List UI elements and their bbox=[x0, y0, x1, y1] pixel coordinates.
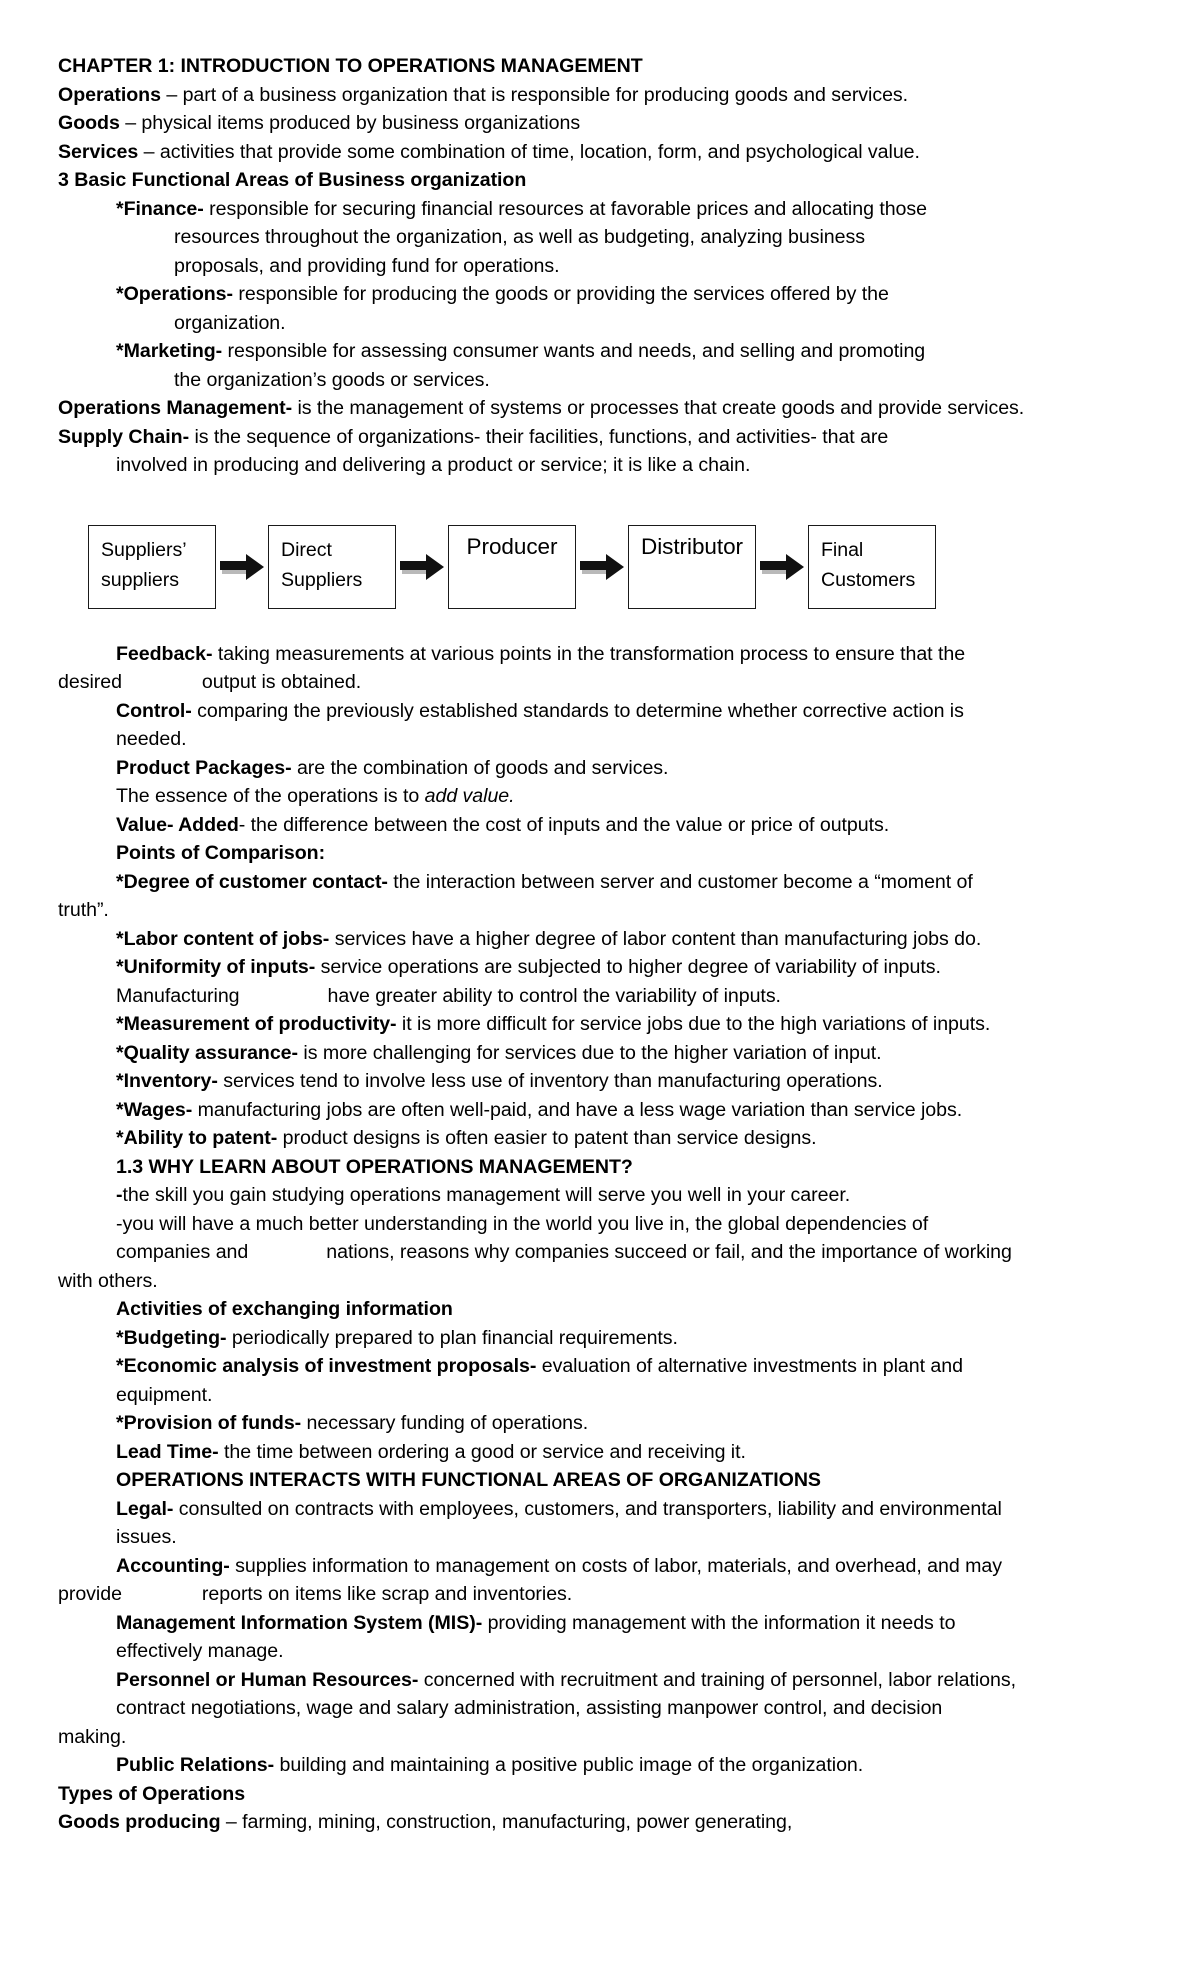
definition-measurement-text: it is more difficult for service jobs due to the high variations of inputs. bbox=[396, 1013, 991, 1035]
diagram-node-distributor bbox=[628, 525, 756, 609]
term-degree-of-customer-contact: *Degree of customer contact- bbox=[116, 870, 388, 893]
definition-marketing-text: responsible for assessing consumer wants and needs, and selling and promoting bbox=[222, 340, 926, 362]
item-ability-to-patent bbox=[58, 1124, 1142, 1153]
item-legal bbox=[58, 1495, 1142, 1524]
definition-services bbox=[58, 138, 1142, 167]
term-mis: Management Information System (MIS)- bbox=[116, 1611, 483, 1634]
arrow-head bbox=[246, 554, 264, 580]
diagram-node-distributor-label bbox=[629, 532, 755, 562]
definition-goods-text: – physical items produced by business organizations bbox=[119, 112, 581, 134]
item-inventory bbox=[58, 1067, 1142, 1096]
heading-points-of-comparison: Points of Comparison: bbox=[116, 842, 326, 864]
diagram-node-final-customers-label bbox=[821, 535, 929, 595]
definition-supply-chain bbox=[58, 423, 1142, 452]
arrow-head bbox=[786, 554, 804, 580]
heading-operations-interacts: OPERATIONS INTERACTS WITH FUNCTIONAL AREAS OF ORGANIZATIONS bbox=[116, 1469, 821, 1491]
term-operations-management: Operations Management- bbox=[58, 397, 293, 419]
heading-types-of-operations: Types of Operations bbox=[58, 1782, 246, 1805]
item-operations-area bbox=[58, 280, 1142, 309]
item-economic-analysis bbox=[58, 1352, 1142, 1381]
definition-hr-text: concerned with recruitment and training of personnel, labor relations, bbox=[418, 1668, 1017, 1691]
item-accounting-cont bbox=[58, 1580, 1142, 1609]
diagram-node-suppliers-suppliers-line1: Suppliers’ bbox=[101, 538, 187, 561]
heading-three-functional-areas: 3 Basic Functional Areas of Business organization bbox=[58, 169, 527, 191]
item-marketing-cont: the organization’s goods or services. bbox=[174, 368, 490, 391]
definition-supply-chain-cont: involved in producing and delivering a product or service; it is like a chain. bbox=[116, 454, 751, 476]
diagram-node-suppliers-suppliers-label bbox=[101, 535, 209, 595]
diagram-node-direct-suppliers bbox=[268, 525, 396, 609]
term-uniformity-of-inputs: *Uniformity of inputs- bbox=[116, 956, 316, 978]
diagram-node-direct-suppliers-line1: Direct bbox=[281, 538, 332, 561]
item-human-resources-cont-2: making. bbox=[58, 1725, 127, 1748]
term-wages: *Wages- bbox=[116, 1098, 193, 1121]
definition-operations-text: – part of a business organization that is responsible for producing goods and services. bbox=[160, 83, 909, 106]
definition-economic-text: evaluation of alternative investments in plant and bbox=[536, 1355, 963, 1377]
term-operations: Operations bbox=[58, 83, 161, 106]
term-control: Control- bbox=[116, 699, 192, 722]
term-goods: Goods bbox=[58, 112, 120, 134]
item-uniformity-cont-left: Manufacturing bbox=[116, 984, 240, 1007]
item-finance bbox=[58, 195, 1142, 224]
definition-degree-text: the interaction between server and customer become a “moment of bbox=[387, 870, 973, 893]
definition-product-packages-text: are the combination of goods and services. bbox=[291, 756, 669, 779]
item-human-resources bbox=[58, 1666, 1142, 1695]
term-measurement-of-productivity: *Measurement of productivity- bbox=[116, 1013, 397, 1035]
diagram-arrow-2-icon bbox=[400, 554, 444, 580]
item-public-relations bbox=[58, 1751, 1142, 1780]
chapter-title: CHAPTER 1: INTRODUCTION TO OPERATIONS MANAGEMENT bbox=[58, 55, 643, 77]
definition-quality-text: is more challenging for services due to the higher variation of input. bbox=[298, 1041, 882, 1064]
heading-activities-exchanging-information: Activities of exchanging information bbox=[116, 1298, 453, 1320]
definition-operations-management-text: is the management of systems or processes that create goods and provide services. bbox=[292, 397, 1025, 419]
why-bullet-1-text: the skill you gain studying operations management will serve you well in your career. bbox=[122, 1184, 851, 1206]
term-economic-analysis: *Economic analysis of investment proposals- bbox=[116, 1355, 537, 1377]
item-control-cont: needed. bbox=[116, 728, 187, 750]
why-bullet-1-dash: - bbox=[116, 1184, 123, 1206]
diagram-node-distributor-line1: Distributor bbox=[641, 533, 743, 559]
diagram-node-suppliers-suppliers-line2: suppliers bbox=[101, 568, 179, 591]
arrow-head bbox=[426, 554, 444, 580]
item-quality-assurance bbox=[58, 1039, 1142, 1068]
term-labor-content: *Labor content of jobs- bbox=[116, 927, 330, 950]
term-feedback: Feedback- bbox=[116, 642, 213, 665]
diagram-arrow-3-icon bbox=[580, 554, 624, 580]
diagram-node-producer-label bbox=[449, 532, 575, 562]
item-goods-producing bbox=[58, 1808, 1142, 1837]
item-accounting-cont-right: reports on items like scrap and inventories. bbox=[201, 1583, 573, 1605]
why-bullet-2-cont-right: nations, reasons why companies succeed or fail, and the importance of working bbox=[326, 1241, 1012, 1263]
diagram-node-direct-suppliers-label bbox=[281, 535, 389, 595]
supply-chain-diagram bbox=[58, 508, 1142, 626]
item-uniformity-cont-right: have greater ability to control the variability of inputs. bbox=[327, 984, 781, 1007]
term-marketing: *Marketing- bbox=[116, 340, 223, 362]
definition-feedback-text: taking measurements at various points in the transformation process to ensure that the bbox=[212, 642, 966, 665]
definition-legal-text: consulted on contracts with employees, customers, and transporters, liability and environmental bbox=[173, 1497, 1002, 1520]
definition-labor-text: services have a higher degree of labor content than manufacturing jobs do. bbox=[329, 927, 982, 950]
definition-patent-text: product designs is often easier to patent than service designs. bbox=[277, 1127, 817, 1149]
item-control bbox=[58, 697, 1142, 726]
item-measurement-of-productivity bbox=[58, 1010, 1142, 1039]
item-degree-cont: truth”. bbox=[58, 899, 109, 921]
item-uniformity-of-inputs bbox=[58, 953, 1142, 982]
item-human-resources-cont-1: contract negotiations, wage and salary administration, assisting manpower control, and decision bbox=[116, 1697, 943, 1719]
definition-goods bbox=[58, 109, 1142, 138]
item-degree-of-customer-contact bbox=[58, 868, 1142, 897]
term-lead-time: Lead Time- bbox=[116, 1440, 219, 1463]
definition-control-text: comparing the previously established standards to determine whether corrective action is bbox=[191, 699, 964, 722]
definition-operations-management bbox=[58, 394, 1142, 423]
item-accounting-cont-left: provide bbox=[58, 1583, 122, 1605]
term-ability-to-patent: *Ability to patent- bbox=[116, 1127, 278, 1149]
statement-essence-plain: The essence of the operations is to bbox=[116, 785, 425, 807]
document-body bbox=[58, 52, 1142, 1837]
item-feedback bbox=[58, 640, 1142, 669]
item-product-packages bbox=[58, 754, 1142, 783]
term-goods-producing: Goods producing bbox=[58, 1811, 221, 1833]
definition-pr-text: building and maintaining a positive public image of the organization. bbox=[274, 1754, 864, 1776]
item-budgeting bbox=[58, 1324, 1142, 1353]
diagram-arrow-1-icon bbox=[220, 554, 264, 580]
diagram-node-direct-suppliers-line2: Suppliers bbox=[281, 568, 363, 591]
term-quality-assurance: *Quality assurance- bbox=[116, 1041, 299, 1064]
definition-provision-text: necessary funding of operations. bbox=[301, 1412, 589, 1434]
term-budgeting: *Budgeting- bbox=[116, 1326, 227, 1349]
item-mis bbox=[58, 1609, 1142, 1638]
item-feedback-cont-right: output is obtained. bbox=[201, 671, 362, 693]
diagram-node-producer-line1: Producer bbox=[466, 533, 558, 559]
item-legal-cont: issues. bbox=[116, 1526, 177, 1548]
diagram-node-final-customers bbox=[808, 525, 936, 609]
term-operations-area: *Operations- bbox=[116, 283, 233, 305]
item-lead-time bbox=[58, 1438, 1142, 1467]
why-bullet-2-cont-left: companies and bbox=[116, 1241, 249, 1263]
why-bullet-1 bbox=[58, 1181, 1142, 1210]
definition-mis-text: providing management with the information it needs to bbox=[482, 1611, 956, 1634]
term-public-relations: Public Relations- bbox=[116, 1754, 275, 1776]
heading-section-1-3: 1.3 WHY LEARN ABOUT OPERATIONS MANAGEMENT? bbox=[116, 1155, 633, 1178]
term-supply-chain: Supply Chain- bbox=[58, 425, 190, 448]
diagram-node-final-customers-line1: Final bbox=[821, 538, 864, 561]
term-services: Services bbox=[58, 140, 139, 163]
item-labor-content bbox=[58, 925, 1142, 954]
statement-essence-italic: add value. bbox=[424, 785, 515, 807]
why-bullet-2-cont-2: with others. bbox=[58, 1269, 158, 1292]
term-value-added: Value- Added bbox=[116, 813, 239, 836]
definition-supply-chain-text: is the sequence of organizations- their facilities, functions, and activities- that are bbox=[189, 425, 889, 448]
item-marketing bbox=[58, 337, 1142, 366]
item-finance-cont-2: proposals, and providing fund for operations. bbox=[174, 254, 560, 277]
term-finance: *Finance- bbox=[116, 197, 204, 220]
item-value-added bbox=[58, 811, 1142, 840]
term-inventory: *Inventory- bbox=[116, 1070, 218, 1092]
definition-operations-area-text: responsible for producing the goods or providing the services offered by the bbox=[232, 283, 889, 305]
definition-finance-text: responsible for securing financial resources at favorable prices and allocating those bbox=[203, 197, 928, 220]
item-provision-of-funds bbox=[58, 1409, 1142, 1438]
diagram-node-producer bbox=[448, 525, 576, 609]
item-mis-cont: effectively manage. bbox=[116, 1640, 284, 1662]
definition-value-added-text: - the difference between the cost of inputs and the value or price of outputs. bbox=[238, 813, 890, 836]
why-bullet-2: -you will have a much better understanding in the world you live in, the global dependencies of bbox=[116, 1212, 929, 1235]
definition-inventory-text: services tend to involve less use of inventory than manufacturing operations. bbox=[217, 1070, 883, 1092]
term-human-resources: Personnel or Human Resources- bbox=[116, 1668, 419, 1691]
item-finance-cont-1: resources throughout the organization, as well as budgeting, analyzing business bbox=[174, 226, 865, 248]
statement-essence-of-operations bbox=[58, 782, 1142, 811]
diagram-node-final-customers-line2: Customers bbox=[821, 568, 916, 591]
definition-operations bbox=[58, 81, 1142, 110]
definition-budgeting-text: periodically prepared to plan financial requirements. bbox=[226, 1326, 678, 1349]
item-wages bbox=[58, 1096, 1142, 1125]
why-bullet-2-cont bbox=[58, 1238, 1142, 1267]
definition-lead-time-text: the time between ordering a good or service and receiving it. bbox=[218, 1440, 746, 1463]
item-economic-analysis-cont: equipment. bbox=[116, 1383, 213, 1406]
item-operations-area-cont: organization. bbox=[174, 311, 286, 334]
diagram-arrow-4-icon bbox=[760, 554, 804, 580]
item-feedback-cont-left: desired bbox=[58, 671, 122, 693]
term-accounting: Accounting- bbox=[116, 1554, 230, 1577]
diagram-node-suppliers-suppliers bbox=[88, 525, 216, 609]
definition-accounting-text: supplies information to management on costs of labor, materials, and overhead, and may bbox=[229, 1554, 1002, 1577]
item-feedback-cont bbox=[58, 668, 1142, 697]
item-uniformity-cont bbox=[58, 982, 1142, 1011]
item-accounting bbox=[58, 1552, 1142, 1581]
term-product-packages: Product Packages- bbox=[116, 756, 292, 779]
term-legal: Legal- bbox=[116, 1497, 174, 1520]
definition-uniformity-text: service operations are subjected to higher degree of variability of inputs. bbox=[315, 956, 941, 978]
definition-goods-producing-text: – farming, mining, construction, manufacturing, power generating, bbox=[220, 1811, 793, 1833]
definition-wages-text: manufacturing jobs are often well-paid, and have a less wage variation than service jobs. bbox=[192, 1098, 963, 1121]
arrow-head bbox=[606, 554, 624, 580]
term-provision-of-funds: *Provision of funds- bbox=[116, 1412, 302, 1434]
definition-services-text: – activities that provide some combination of time, location, form, and psychological value. bbox=[138, 140, 920, 163]
